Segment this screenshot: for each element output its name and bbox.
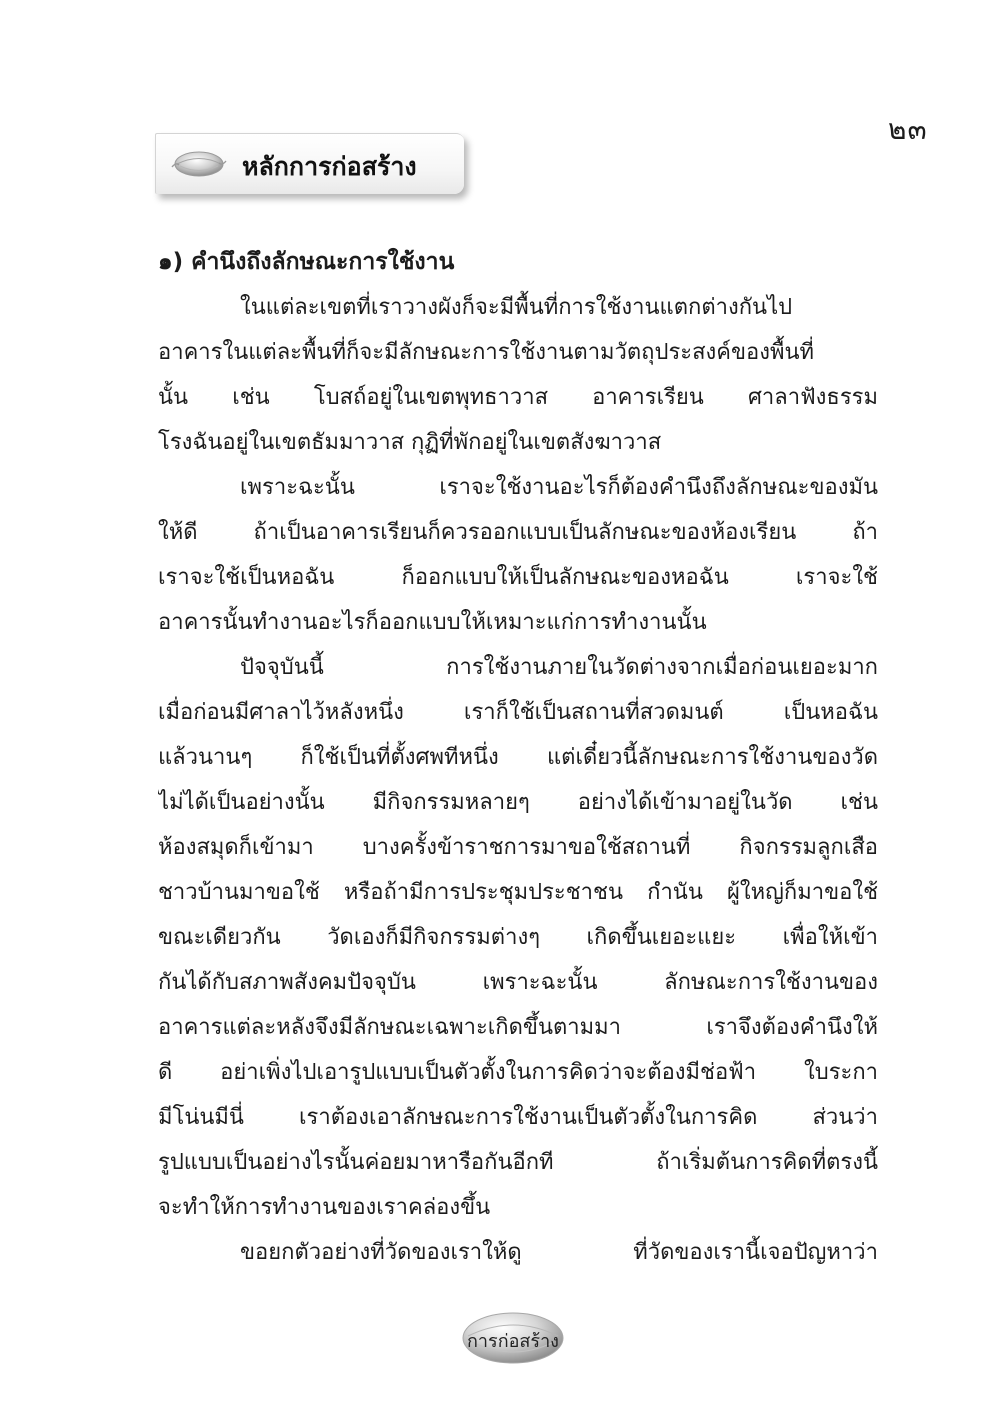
leaf-ornament-icon — [168, 147, 230, 185]
text-line: ปัจจุบันนี้ การใช้งานภายในวัดต่างจากเมื่อก่อนเยอะมาก — [240, 655, 878, 680]
text-line: ขณะเดียวกัน วัดเองก็มีกิจกรรมต่างๆ เกิดขึ้นเยอะแยะ เพื่อให้เข้า — [158, 925, 878, 950]
text-line: ห้องสมุดก็เข้ามา บางครั้งข้าราชการมาขอใช้สถานที่ กิจกรรมลูกเสือ — [158, 835, 878, 860]
text-line: อาคารนั้นทำงานอะไรก็ออกแบบให้เหมาะแก่การทำงานนั้น — [158, 610, 707, 635]
footer-logo — [458, 1308, 568, 1368]
text-line: อาคารในแต่ละพื้นที่ก็จะมีลักษณะการใช้งานตามวัตถุประสงค์ของพื้นที่ — [158, 340, 815, 365]
section-header-title: หลักการก่อสร้าง — [242, 152, 417, 181]
text-line: เพราะฉะนั้น เราจะใช้งานอะไรก็ต้องคำนึงถึงลักษณะของมัน — [240, 475, 878, 500]
text-line: ไม่ได้เป็นอย่างนั้น มีกิจกรรมหลายๆ อย่างได้เข้ามาอยู่ในวัด เช่น — [158, 790, 878, 815]
paragraph — [158, 1230, 878, 1275]
text-line: ให้ดี ถ้าเป็นอาคารเรียนก็ควรออกแบบเป็นลักษณะของห้องเรียน ถ้า — [158, 520, 878, 545]
page-number: ๒๓ — [888, 113, 928, 146]
text-line: อาคารแต่ละหลังจึงมีลักษณะเฉพาะเกิดขึ้นตามมา เราจึงต้องคำนึงให้ — [158, 1015, 878, 1040]
text-line: ดี อย่าเพิ่งไปเอารูปแบบเป็นตัวตั้งในการคิดว่าจะต้องมีช่อฟ้า ใบระกา — [158, 1060, 878, 1085]
text-line: ชาวบ้านมาขอใช้ หรือถ้ามีการประชุมประชาชน กำนัน ผู้ใหญ่ก็มาขอใช้ — [158, 880, 878, 905]
paragraph — [158, 285, 878, 465]
text-line: จะทำให้การทำงานของเราคล่องขึ้น — [158, 1195, 491, 1220]
text-line: มีโน่นมีนี่ เราต้องเอาลักษณะการใช้งานเป็นตัวตั้งในการคิด ส่วนว่า — [158, 1105, 878, 1130]
section-header-box — [155, 133, 464, 194]
text-line: นั้น เช่น โบสถ์อยู่ในเขตพุทธาวาส อาคารเรียน ศาลาฟังธรรม — [158, 385, 878, 410]
body-content — [158, 240, 878, 1275]
text-line: ในแต่ละเขตที่เราวางผังก็จะมีพื้นที่การใช้งานแตกต่างกันไป — [240, 295, 793, 320]
section-heading: ๑) คำนึงถึงลักษณะการใช้งาน — [158, 249, 455, 275]
text-line: กันได้กับสภาพสังคมปัจจุบัน เพราะฉะนั้น ลักษณะการใช้งานของ — [158, 970, 878, 995]
text-line: โรงฉันอยู่ในเขตธัมมาวาส กุฏิที่พักอยู่ในเขตสังฆาวาส — [158, 430, 662, 455]
paragraph — [158, 465, 878, 645]
text-line: เมื่อก่อนมีศาลาไว้หลังหนึ่ง เราก็ใช้เป็นสถานที่สวดมนต์ เป็นหอฉัน — [158, 700, 878, 725]
text-line: เราจะใช้เป็นหอฉัน ก็ออกแบบให้เป็นลักษณะของหอฉัน เราจะใช้ — [158, 565, 878, 590]
text-line: ขอยกตัวอย่างที่วัดของเราให้ดู ที่วัดของเรานี้เจอปัญหาว่า — [240, 1240, 878, 1265]
footer-text: การก่อสร้าง — [467, 1331, 559, 1352]
text-line: แล้วนานๆ ก็ใช้เป็นที่ตั้งศพทีหนึ่ง แต่เดี๋ยวนี้ลักษณะการใช้งานของวัด — [158, 745, 878, 770]
text-line: รูปแบบเป็นอย่างไรนั้นค่อยมาหารือกันอีกที ถ้าเริ่มต้นการคิดที่ตรงนี้ — [158, 1150, 878, 1175]
paragraph — [158, 645, 878, 1230]
